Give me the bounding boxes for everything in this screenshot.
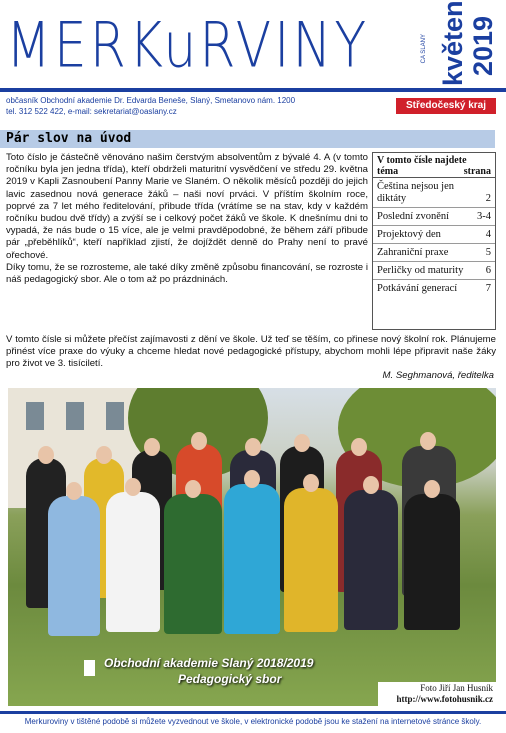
photo-person [344,490,398,630]
toc-item-page: 7 [485,283,491,294]
table-of-contents [372,152,496,330]
toc-item[interactable] [373,244,495,262]
issue-date [438,0,498,86]
toc-item[interactable] [373,262,495,280]
photo-person [224,484,280,634]
photo-person [106,492,160,632]
publisher-contact: tel. 312 522 422, e-mail: sekretariat@oaslany.cz [6,107,177,116]
article-paragraph-3: V tomto čísle si můžete přečíst zajímavosti z dění ve škole. Už teď se těším, co přinese nový školní rok. Plánujeme přinést více praxe do výuky a chceme hledat nové pedagogické přístupy, abychom mohli lépe připravit naše žáky pro život ve 3. tisíciletí. [6,334,496,370]
school-abbrev-label: ČA SLANÝ [421,34,427,64]
section-heading: Pár slov na úvod [6,131,132,146]
article-intro [6,152,368,286]
toc-item-topic: Perličky od maturity [377,265,464,276]
toc-item-page: 6 [485,265,491,276]
photo-credit-url[interactable]: http://www.fotohusnik.cz [396,694,493,704]
masthead-rule [0,88,506,92]
toc-item-page: 2 [485,193,491,204]
toc-item-page: 5 [485,247,491,258]
toc-item-topic: Zahraniční praxe [377,247,449,258]
toc-item-page: 4 [485,229,491,240]
section-heading-bar [0,130,495,148]
photo-person [164,494,222,634]
toc-item-topic: Poslední zvonění [377,211,450,222]
toc-item[interactable] [373,280,495,297]
issue-month: květen [438,0,468,86]
region-badge: Středočeský kraj [396,98,496,114]
toc-title: V tomto čísle najdete [377,155,467,166]
footer-note: Merkuroviny v tištěné podobě si můžete vyzvednout ve škole, v elektronické podobě jsou ke stažení na internetové stránce školy. [24,717,482,726]
photo-caption-school: Obchodní akademie Slaný 2018/2019 [104,656,314,670]
toc-item[interactable] [373,178,495,208]
toc-header-row [373,166,495,178]
newsletter-title: MERKuRVINY [6,10,370,82]
school-logo-mark [84,660,95,676]
footer-rule [0,711,506,714]
photo-credit-name: Foto Jiří Jan Husník [420,683,493,693]
publisher-address: občasník Obchodní akademie Dr. Edvarda Beneše, Slaný, Smetanovo nám. 1200 [6,96,296,105]
article-paragraph-2: Díky tomu, že se rozrosteme, ale také díky změně způsobu financování, se rozroste i náš pedagogický sbor. Ale o tom až po prázdninách. [6,261,368,286]
article-signature: M. Seghmanová, ředitelka [382,370,494,381]
toc-item-page: 3-4 [477,211,491,222]
toc-col-topic: téma [377,166,399,177]
toc-item-topic: Potkávání generací [377,283,458,294]
issue-year: 2019 [468,15,498,77]
toc-item-topic: Projektový den [377,229,441,240]
toc-col-page: strana [463,166,491,177]
masthead [0,0,506,92]
photo-person [48,496,100,636]
toc-item[interactable] [373,208,495,226]
staff-group-photo [8,388,496,706]
article-paragraph-1: Toto číslo je částečně věnováno našim čerstvým absolventům z bývalé 4. A (v tomto ročníku byla jen jedna třída), kteří obdrželi maturitní vysvědčení ve středu 29. května 2019 v Kapli Zasnoubení Panny Marie ve Slaném. O několik měsíců později do jejich lavic zasednou nová generace žáků – naši noví prváci. V příštím školním roce, poprvé za 7 let mého ředitelování, přibude třída (vrátíme se na stav, kdy v každém ročníku budou dvě třídy) a zvýší se i celkový počet žáků ve škole. K dnešnímu dni to vypadá, že nás bude o 15 více, ale je velmi pravděpodobné, že během září přibude pár „přeběhlíků“, kteří například zjistí, že dojíždět denně do Prahy není to pravé ořechové. [6,152,368,261]
photo-person [404,494,460,630]
toc-item[interactable] [373,226,495,244]
toc-item-topic: Čeština nejsou jen diktáty [377,181,454,204]
photo-credit [378,682,496,706]
photo-caption-group: Pedagogický sbor [178,672,282,686]
photo-person [284,488,338,632]
